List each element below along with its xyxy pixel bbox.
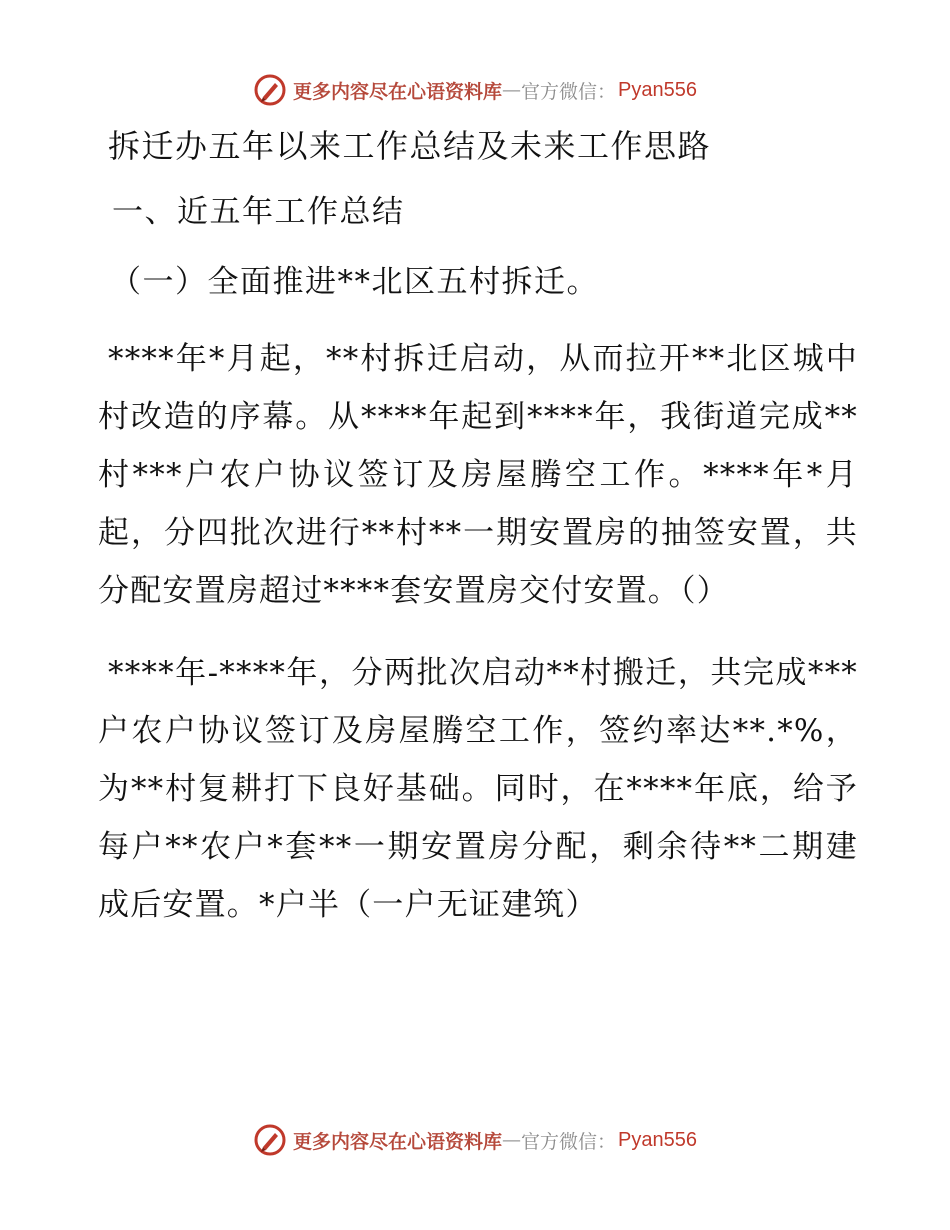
watermark-wechat-id: Pyan556: [618, 1128, 697, 1151]
watermark-dash: —: [502, 1129, 522, 1151]
subsection-heading: （一）全面推进**北区五村拆迁。: [110, 264, 599, 300]
section-heading: 一、近五年工作总结: [112, 194, 405, 230]
quill-pen-logo-icon: [253, 1123, 287, 1157]
watermark-dash: —: [502, 79, 522, 101]
watermark-official-label: 官方微信：: [521, 1130, 617, 1153]
watermark-header: [0, 70, 950, 110]
watermark-official-label: 官方微信：: [521, 80, 617, 103]
watermark-footer: [0, 1120, 950, 1160]
document-body: [98, 120, 858, 958]
quill-pen-logo-icon: [253, 73, 287, 107]
document-title: 拆迁办五年以来工作总结及未来工作思路: [108, 127, 712, 165]
watermark-text: 更多内容尽在心语资料库: [293, 80, 503, 103]
watermark-text: 更多内容尽在心语资料库: [293, 1130, 503, 1153]
watermark-wechat-id: Pyan556: [618, 78, 697, 101]
paragraph: ****年-****年，分两批次启动**村搬迁，共完成***户农户协议签订及房屋腾空工作，签约率达**.*%，为**村复耕打下良好基础。同时，在****年底，给予每户**农户*套**一期安置房分配，剩余待**二期建成后安置。*户半（一户无证建筑）: [98, 655, 858, 923]
paragraph: ****年*月起，**村拆迁启动，从而拉开**北区城中村改造的序幕。从****年起到****年，我街道完成**村***户农户协议签订及房屋腾空工作。****年*月起，分四批次进行**村**一期安置房的抽签安置，共分配安置房超过****套安置房交付安置。（）: [98, 341, 858, 609]
